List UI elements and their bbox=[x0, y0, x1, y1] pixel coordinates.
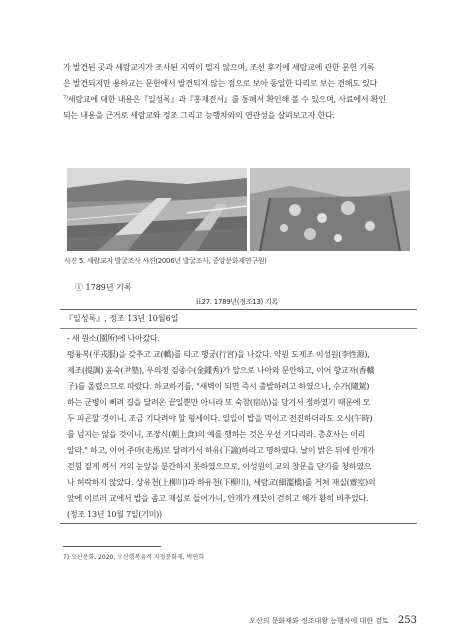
quote-line: 알라." 하고, 이어 주마(走馬)로 달려가서 하유(下諭)하라고 명하였다. 날이 밝은 뒤에 안개가 bbox=[67, 446, 375, 455]
intro-line: 되는 내용을 근거로 세람교와 정조 그리고 능행차와의 연관성을 살펴보고자 한다. bbox=[63, 111, 335, 120]
quote-line: 를 넘지는 않을 것이니, 조장식(朝上食)의 예를 행하는 것은 우선 기다리라. 총호사는 이리 bbox=[67, 430, 366, 439]
excavation-aerial-photo bbox=[67, 168, 247, 251]
quote-line: 나 허락하지 않았다. 상유천(上柳川)과 하유천(下柳川), 세람교(細濫橋)를 거쳐 재실(齋室)의 bbox=[67, 478, 376, 487]
running-title: 오산의 문화재와 정조대왕 능행차에 대한 검토 bbox=[249, 617, 389, 625]
intro-line-text: 세람교에 대한 내용은『일성록』과『홍재전서』를 통해서 확인해 볼 수 있으며, 사료에서 확인 bbox=[67, 95, 386, 104]
intro-line: 은 발견되지만 용하교는 문헌에서 발견되지 않는 점으로 보아 동일한 다리로 보는 견해도 있다 bbox=[63, 79, 378, 88]
source-quote-table bbox=[60, 309, 417, 524]
footnote: 7) 오산문화, 2020, 오산행복유적 지정문화재, 박연희 bbox=[63, 554, 205, 561]
quote-line: 하는 군병이 뻐려 길을 달려온 끝일뿐만 아니라 또 숙참(宿站)을 당겨서 정하였기 때문에 모 bbox=[67, 398, 371, 407]
quote-line: 子)를 올렸으므로 따랐다. 하교하기를, "새벽이 되면 즉시 출발하려고 하였으나, 수가(隨駕) bbox=[67, 382, 370, 391]
intro-line bbox=[63, 92, 415, 108]
excavation-trench-photo bbox=[250, 168, 410, 251]
quote-source-title: 『일성록』, 정조 13년 10월6일 bbox=[65, 314, 179, 323]
quote-header-row bbox=[60, 310, 417, 329]
quote-line: 제조(提調) 윤숙(尹塾), 우의정 김종수(金鍾秀)가 앞으로 나아와 문안하고, 이어 향교자(香轎 bbox=[67, 366, 375, 375]
footnote-marker[interactable]: 7) bbox=[63, 94, 68, 101]
intro-paragraph bbox=[63, 60, 415, 124]
table-caption: 표27. 1789년(정조13) 기록 bbox=[195, 298, 278, 306]
intro-line: 가 발견된 곳과 세람교지가 조사된 지역이 멀지 않으며, 조선 후기에 세람교에 관한 문헌 기록 bbox=[63, 63, 375, 72]
quote-line: (정조 13년 10월 7일(기미)) bbox=[67, 510, 162, 519]
quote-line: 두 피곤할 것이니, 조금 기다려야 할 형세이다. 일일이 밥을 먹이고 전진하더라도 오시(午時) bbox=[67, 414, 373, 423]
page-number: 253 bbox=[397, 615, 417, 626]
quote-body bbox=[67, 331, 413, 523]
photo-caption: 사진 5. 세람교지 발굴조사 사진(2006년 발굴조사, 중앙문화재연구원) bbox=[64, 257, 267, 265]
quote-line: 앞에 이르러 교에서 밥을 좀고 재실로 들어가니, 안개가 깨끗이 걷히고 해가 환히 비추었다. bbox=[67, 494, 369, 503]
quote-line: 걷힘 짙게 껴서 거의 눈앞을 분간하지 못하였으므로, 이성원이 교의 창문을 닫기를 청하였으 bbox=[67, 462, 372, 471]
page-footer bbox=[249, 608, 417, 627]
quote-line: 평융복(平戎服)을 갖추고 교(轎)를 타고 행궁(行宮)을 나갔다. 약원 도제조 이성원(李性源), bbox=[67, 350, 370, 359]
section-heading: ① 1789년 기록 bbox=[75, 283, 132, 292]
quote-line: - 새 원소(園所)에 나아갔다. bbox=[67, 334, 160, 343]
footnote-divider bbox=[63, 546, 161, 547]
